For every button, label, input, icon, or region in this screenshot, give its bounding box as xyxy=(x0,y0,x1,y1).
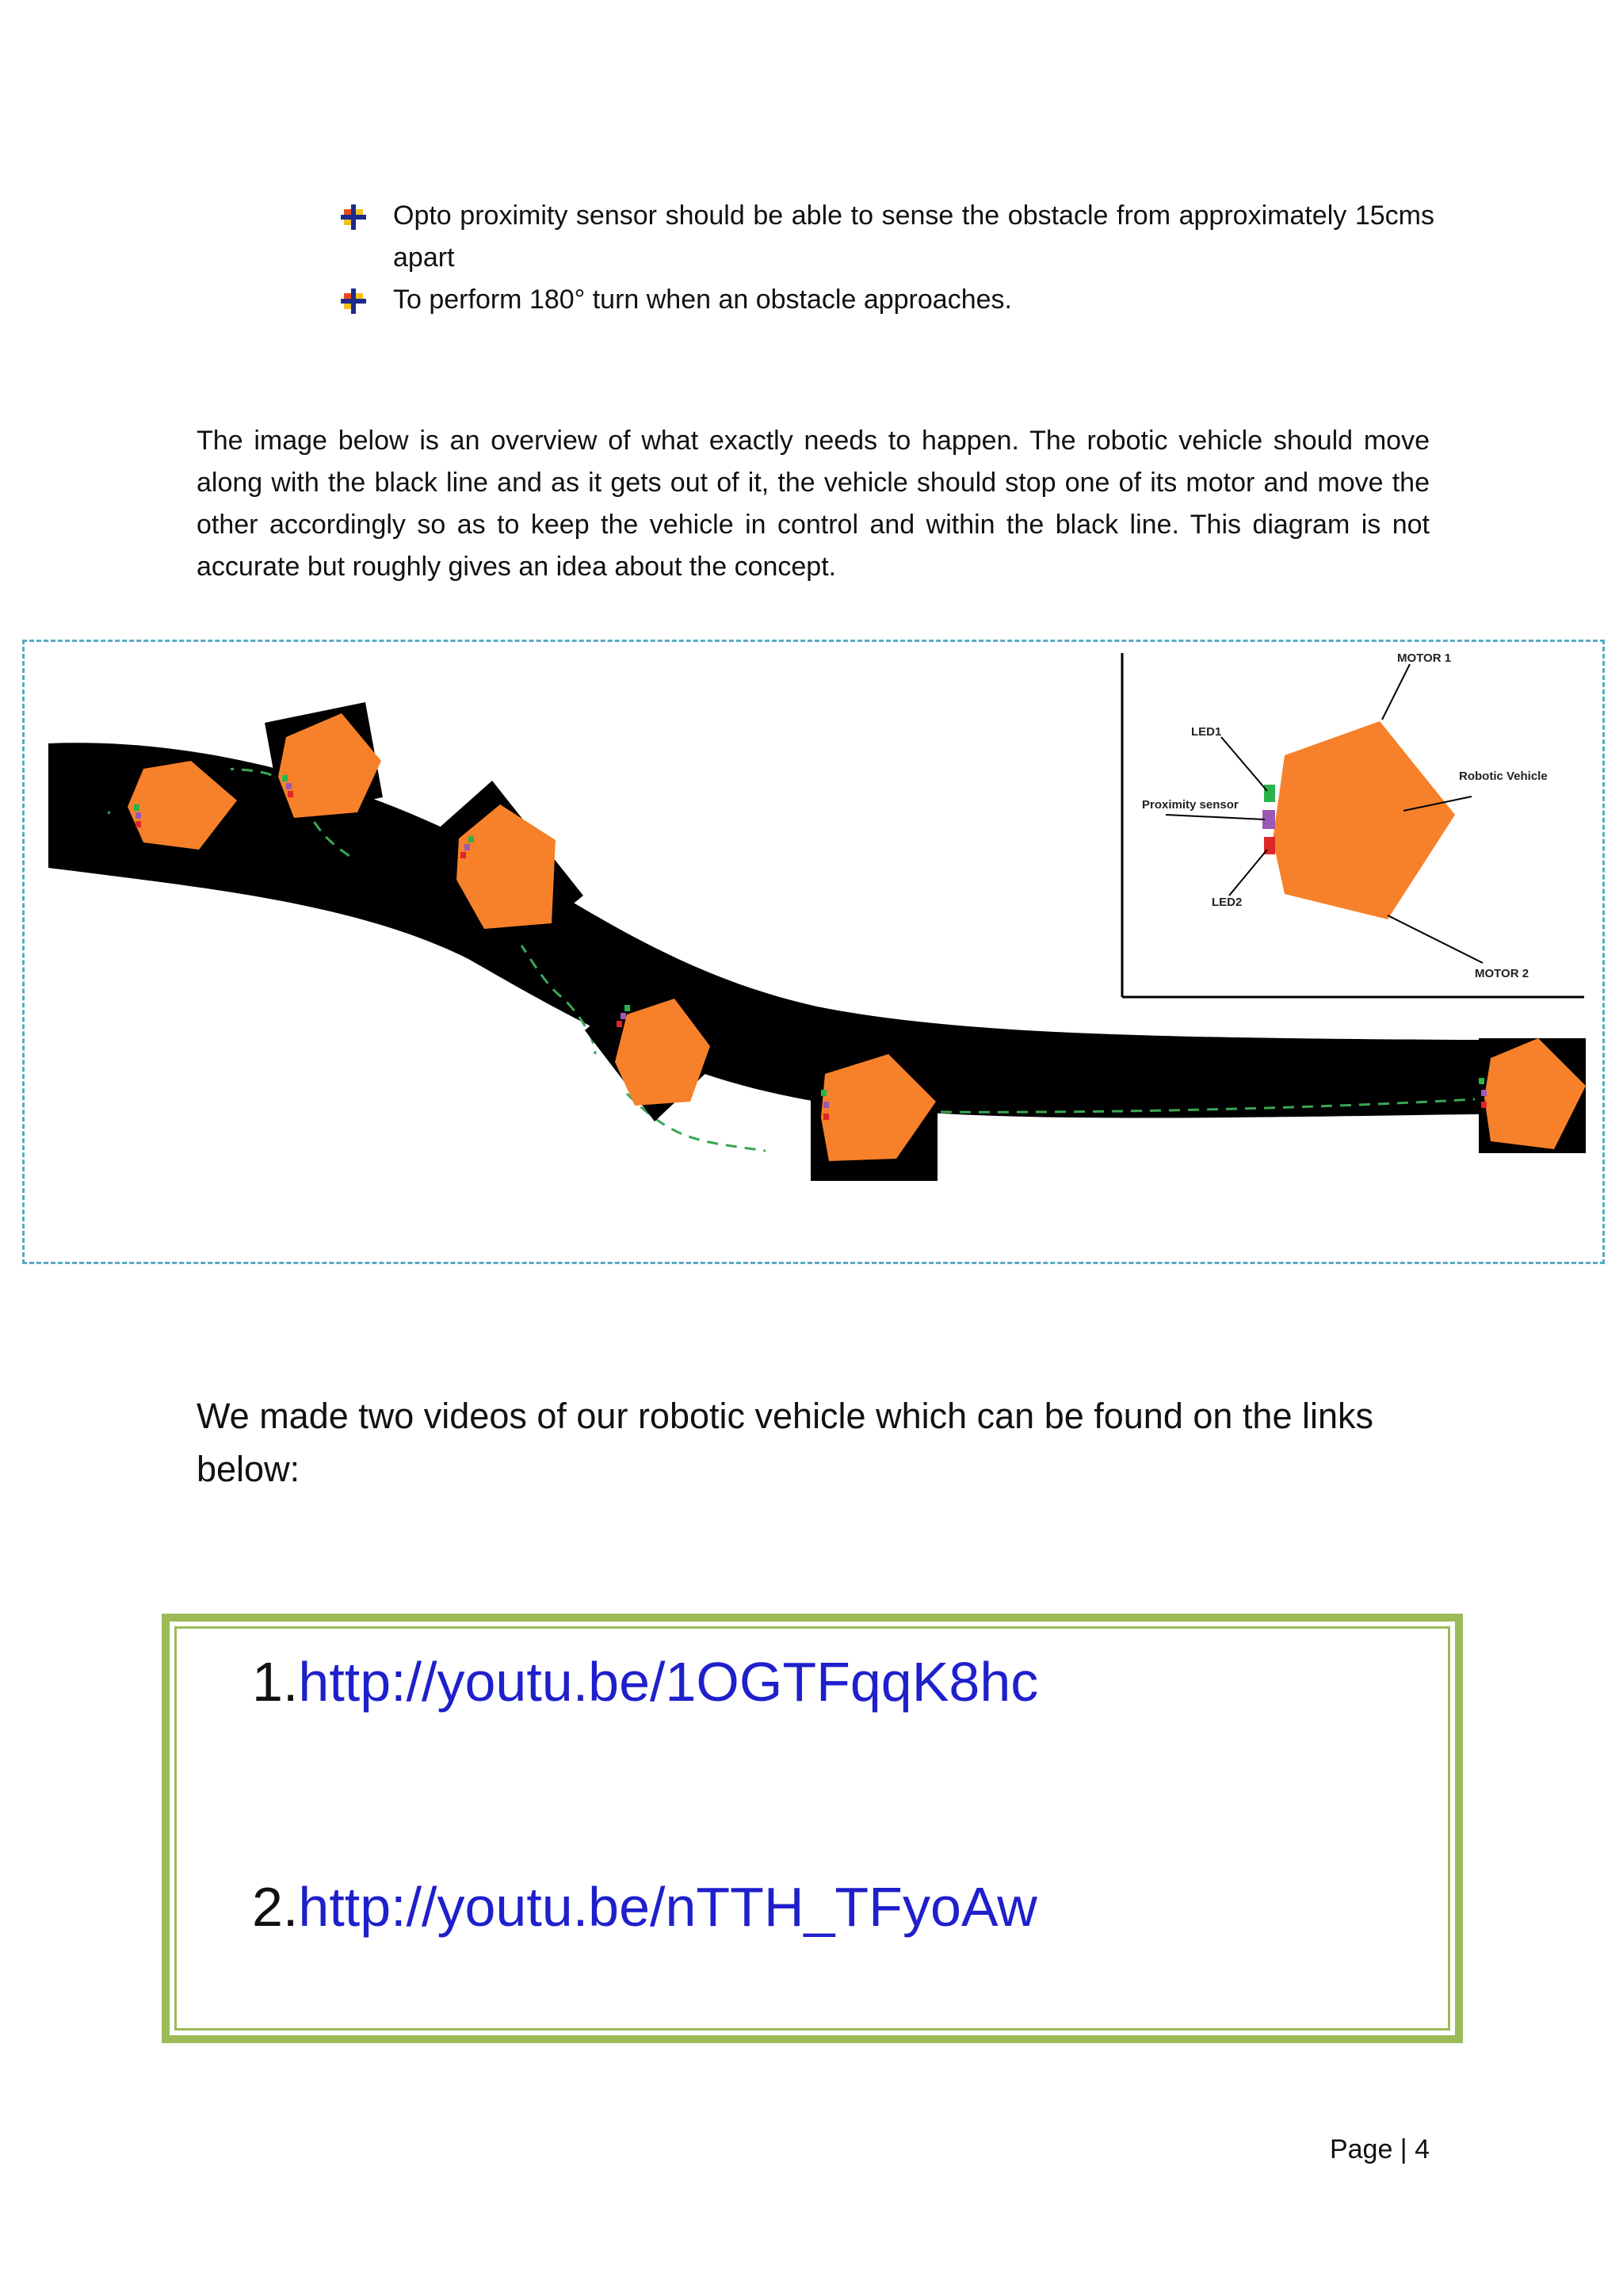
bullet-icon xyxy=(339,203,368,231)
video-links-box xyxy=(162,1614,1463,2043)
video-link-item xyxy=(252,1875,1037,1939)
videos-intro: We made two videos of our robotic vehicle which can be found on the links below: xyxy=(197,1396,1373,1489)
line-follower-diagram xyxy=(22,640,1605,1264)
diagram-canvas xyxy=(25,642,1602,1262)
video-link-2[interactable]: http://youtu.be/nTTH_TFyoAw xyxy=(298,1876,1037,1938)
led1-shape xyxy=(1264,785,1275,802)
label-robotic-vehicle: Robotic Vehicle xyxy=(1459,770,1548,783)
robotic-vehicle-shape xyxy=(1273,721,1455,919)
bullet-icon xyxy=(339,287,368,315)
vehicle-6 xyxy=(1479,1038,1586,1153)
bullet-text: Opto proximity sensor should be able to sense the obstacle from approximately 15cms apart xyxy=(393,201,1434,273)
bullet-list xyxy=(339,195,1434,321)
label-motor1: MOTOR 1 xyxy=(1397,651,1452,665)
bullet-text: To perform 180° turn when an obstacle approaches. xyxy=(393,285,1012,315)
video-link-item xyxy=(252,1650,1038,1713)
overview-paragraph: The image below is an overview of what exactly needs to happen. The robotic vehicle should move along with the black line and as it gets out of it, the vehicle should stop one of its motor and move the other accordingly so as to keep the vehicle in control and within the black line. This diagram is not accurate but roughly gives an idea about the concept. xyxy=(197,426,1430,582)
inset-detail xyxy=(1122,651,1584,997)
bullet-item xyxy=(339,279,1434,321)
label-motor2: MOTOR 2 xyxy=(1475,967,1529,980)
label-led2: LED2 xyxy=(1212,896,1243,909)
vehicle-5 xyxy=(811,1054,938,1181)
link-number: 1. xyxy=(252,1651,299,1713)
page-number: Page | 4 xyxy=(1329,2134,1430,2164)
label-proximity-sensor: Proximity sensor xyxy=(1142,798,1239,812)
label-led1: LED1 xyxy=(1191,725,1222,739)
vehicle-2 xyxy=(265,702,383,818)
video-link-1[interactable]: http://youtu.be/1OGTFqqK8hc xyxy=(298,1651,1039,1713)
bullet-item xyxy=(339,195,1434,279)
link-number: 2. xyxy=(252,1876,299,1938)
vehicle-1 xyxy=(110,761,237,854)
